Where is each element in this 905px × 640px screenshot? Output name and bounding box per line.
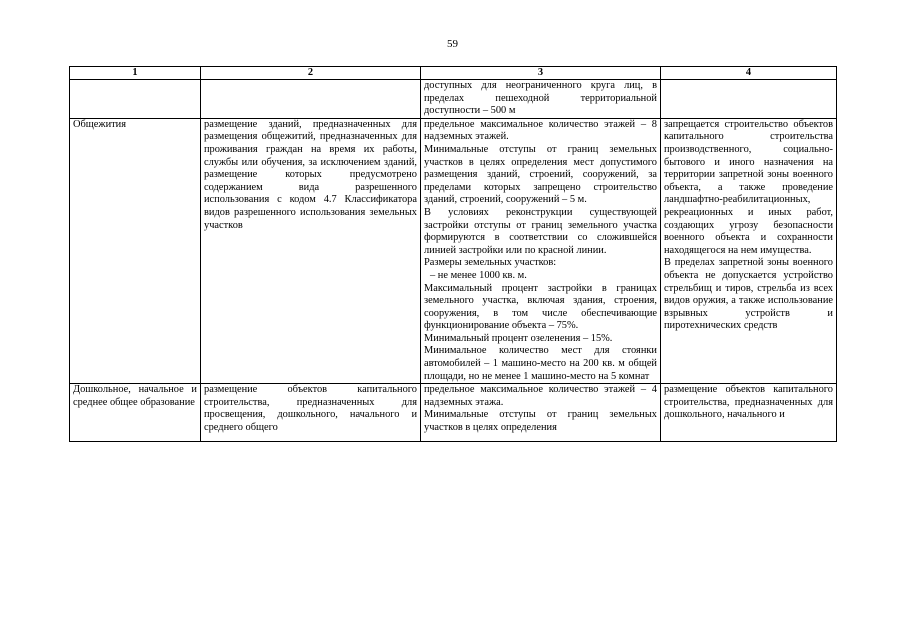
parameter-item: предельное максимальное количество этажей – 8 надземных этажей. — [424, 118, 657, 143]
continuation-col-4 — [661, 80, 837, 119]
continuation-col-1 — [70, 80, 201, 119]
row-name-cell — [70, 384, 201, 442]
parameter-item: предельное максимальное количество этажей – 4 надземных этажа. — [424, 384, 657, 408]
page-number: 59 — [447, 38, 458, 50]
continuation-row — [70, 80, 837, 119]
land-use-table — [69, 66, 837, 442]
row-description-cell — [201, 384, 421, 442]
header-col-3: 3 — [421, 67, 661, 80]
restriction-item: размещение объектов капитального строительства, предназначенных для дошкольного, начального и — [664, 384, 833, 421]
parameter-item: В условиях реконструкции существующей застройки отступы от границ земельного участка формируются в соответствии со сложившейся линией застройки или по красной линии. — [424, 206, 657, 256]
continuation-col-3: доступных для неограниченного круга лиц, в пределах пешеходной территориальной доступности – 500 м — [421, 80, 661, 119]
continuation-col-2 — [201, 80, 421, 119]
row-restrictions-cell — [661, 118, 837, 383]
parameter-item: Максимальный процент застройки в границах земельного участка, включая здания, строения, сооружения, в том числе обеспечивающие функционирование объекта – 75%. — [424, 282, 657, 332]
row-name: Общежития — [73, 118, 127, 130]
row-restrictions-cell — [661, 384, 837, 442]
parameter-item: Минимальный процент озеленения – 15%. — [424, 332, 613, 344]
row-parameters-cell — [421, 384, 661, 442]
row-parameters-cell — [421, 118, 661, 383]
header-col-2: 2 — [201, 67, 421, 80]
row-description-cell — [201, 118, 421, 383]
parameter-item: Минимальные отступы от границ земельных участков в целях определения — [424, 409, 657, 434]
row-name-cell — [70, 118, 201, 383]
parameter-item: Минимальное количество мест для стоянки автомобилей – 1 машино-место на 200 кв. м общей площади, но не менее 1 машино-место на 5 комнат — [424, 345, 657, 382]
row-description: размещение зданий, предназначенных для размещения общежитий, предназначенных для проживания граждан на время их работы, службы или обучения, за исключением зданий, размещение которых предусмотрено содержанием вида разрешенного использования с кодом 4.7 Классификатора видов разрешенного использования земельных участков — [204, 118, 417, 231]
header-row — [70, 67, 837, 80]
restriction-item: В пределах запретной зоны военного объекта не допускается устройство стрельбищ и тиров, стрельба из всех видов оружия, а также использование взрывных устройств и пиротехнических средств — [664, 257, 833, 332]
row-description: размещение объектов капитального строительства, предназначенных для просвещения, дошкольного, начального и среднего общего — [204, 384, 417, 434]
parameter-item: Минимальные отступы от границ земельных участков в целях определения мест допустимого размещения зданий, строений, сооружений, за пределами которых запрещено строительство зданий, строений, сооружений – 5 м. — [424, 143, 657, 206]
row-name: Дошкольное, начальное и среднее общее образование — [73, 384, 197, 408]
header-col-4: 4 — [661, 67, 837, 80]
table-row — [70, 384, 837, 442]
parameter-item: Размеры земельных участков: — [424, 257, 557, 269]
restriction-item: запрещается строительство объектов капитального строительства производственного, социально-бытового и иного назначения на территории запретной зоны военного объекта, а также проведение ландшафтно-реабилитационных, рекреационных и иных работ, создающих угрозу безопасности военного объекта и сохранности находящегося на нем имущества. — [664, 118, 833, 256]
parameter-dash-item: – не менее 1000 кв. м. — [430, 269, 527, 281]
table-row — [70, 118, 837, 383]
header-col-1: 1 — [70, 67, 201, 80]
